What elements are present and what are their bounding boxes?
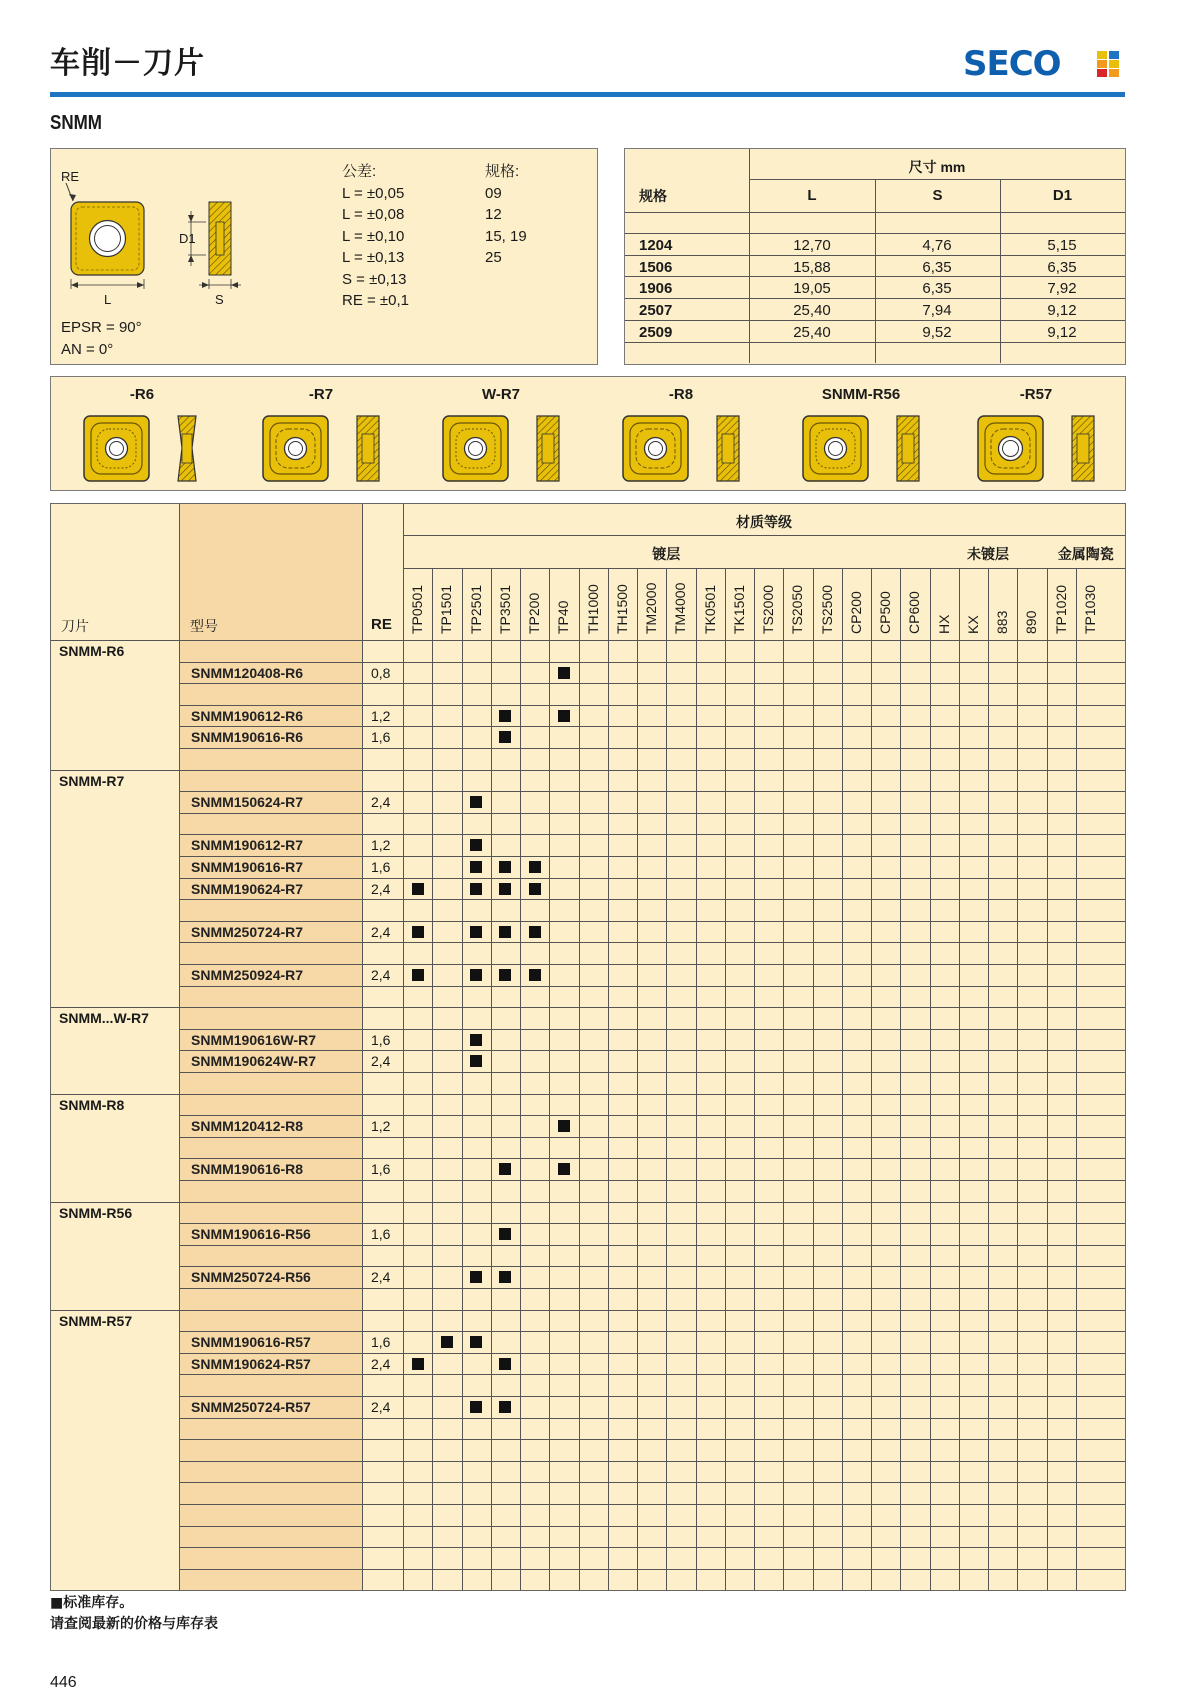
re-value: 1,2 — [371, 708, 391, 724]
re-value: 0,8 — [371, 665, 391, 681]
grade-column-header: TM2000 — [643, 582, 659, 634]
re-value: 2,4 — [371, 881, 391, 897]
row-divider — [179, 1482, 1125, 1483]
grade-divider — [520, 568, 521, 1590]
grade-divider — [432, 568, 433, 1590]
stock-mark — [412, 969, 424, 981]
row-divider — [179, 1050, 1125, 1051]
insert-code: SNMM190616-R6 — [191, 729, 304, 745]
dims-value-cell: 25,40 — [793, 302, 831, 319]
row-divider — [179, 1288, 1125, 1289]
grade-column-header: TK0501 — [701, 584, 718, 634]
chipbreaker-insert-icon — [801, 410, 951, 485]
stock-mark — [412, 1358, 424, 1370]
family-label: SNMM-R56 — [59, 1205, 133, 1221]
family-divider — [51, 1310, 179, 1311]
family-divider — [51, 1094, 179, 1095]
re-value: 2,4 — [371, 1053, 391, 1069]
stock-mark — [470, 796, 482, 808]
grade-column-header: TP3501 — [496, 584, 513, 634]
family-label: SNMM-R6 — [59, 643, 125, 659]
chipbreaker-insert-icon — [441, 410, 591, 485]
grade-divider — [871, 568, 872, 1590]
dims-col-d1: D1 — [1052, 187, 1073, 204]
insert-code: SNMM250924-R7 — [191, 967, 304, 983]
tolerance-header: 公差: — [342, 163, 377, 180]
insert-code: SNMM190612-R6 — [191, 708, 304, 724]
row-divider — [179, 1202, 1125, 1203]
row-divider — [179, 1439, 1125, 1440]
chipbreaker-insert-icon — [976, 410, 1126, 485]
row-divider — [179, 791, 1125, 792]
re-value: 1,6 — [371, 1032, 391, 1048]
l-label: L — [104, 292, 112, 307]
row-divider — [179, 1418, 1125, 1419]
size-item: 25 — [485, 249, 502, 266]
row-divider — [179, 1245, 1125, 1246]
stock-mark — [558, 1163, 570, 1175]
chipbreaker-insert-icon — [82, 410, 232, 485]
stock-mark — [499, 883, 511, 895]
row-divider — [179, 1266, 1125, 1267]
dims-value-cell: 6,35 — [1047, 259, 1077, 276]
chipbreaker-label: SNMM-R56 — [821, 386, 901, 403]
grade-divider — [549, 568, 550, 1590]
dims-value-cell: 25,40 — [793, 324, 831, 341]
tolerance-item: L = ±0,05 — [342, 184, 405, 202]
dims-value-cell: 19,05 — [793, 280, 831, 297]
grade-divider — [783, 568, 784, 1590]
family-divider — [51, 640, 179, 641]
column-divider — [179, 504, 180, 1590]
tolerance-item: S = ±0,13 — [342, 270, 407, 288]
chipbreaker-insert-icon — [261, 410, 411, 485]
insert-code: SNMM250724-R56 — [191, 1269, 311, 1285]
grade-column-header: 890 — [1023, 610, 1040, 634]
row-divider — [179, 1158, 1125, 1159]
stock-mark — [499, 710, 511, 722]
row-divider — [179, 1331, 1125, 1332]
grade-divider — [1047, 568, 1048, 1590]
row-divider — [179, 813, 1125, 814]
grade-divider — [959, 568, 960, 1590]
chipbreaker-label: -R6 — [129, 386, 155, 403]
stock-mark — [412, 926, 424, 938]
header-rule — [51, 640, 1125, 641]
insert-code: SNMM190624W-R7 — [191, 1053, 316, 1069]
grade-column-header: CP500 — [877, 591, 893, 634]
row-divider — [179, 1374, 1125, 1375]
grade-divider — [462, 568, 463, 1590]
stock-mark — [412, 883, 424, 895]
page-number: 446 — [50, 1674, 77, 1691]
footnote-price-list: 请查阅最新的价格与库存表 — [50, 1616, 218, 1632]
column-divider — [362, 504, 363, 1590]
seco-logo: SECO — [963, 44, 1061, 84]
family-divider — [51, 1202, 179, 1203]
stock-mark — [499, 969, 511, 981]
grade-column-header: TP2501 — [467, 584, 484, 634]
grade-divider — [637, 568, 638, 1590]
dims-value-cell: 7,92 — [1047, 280, 1077, 297]
re-label: RE — [61, 169, 80, 184]
grade-column-header: TS2050 — [789, 584, 806, 634]
row-divider — [179, 662, 1125, 663]
dims-value-cell: 12,70 — [793, 237, 831, 254]
grade-column-header: TP1501 — [438, 584, 455, 634]
stock-mark — [558, 1120, 570, 1132]
re-value: 1,6 — [371, 1161, 391, 1177]
header-rule — [50, 92, 1125, 97]
insert-code: SNMM190624-R57 — [191, 1356, 311, 1372]
row-divider — [179, 770, 1125, 771]
dims-size-cell: 1506 — [639, 259, 673, 276]
re-value: 2,4 — [371, 967, 391, 983]
dims-size-cell: 1906 — [639, 280, 673, 297]
row-divider — [179, 878, 1125, 879]
tolerance-item: L = ±0,08 — [342, 206, 405, 223]
s-label: S — [215, 292, 224, 307]
grade-divider — [491, 568, 492, 1590]
size-header: 规格: — [485, 163, 520, 180]
chipbreaker-label: -R7 — [308, 386, 334, 403]
row-divider — [179, 964, 1125, 965]
stock-mark — [499, 731, 511, 743]
size-item: 12 — [485, 206, 502, 223]
grade-divider — [754, 568, 755, 1590]
row-divider — [179, 1029, 1125, 1030]
grade-divider — [988, 568, 989, 1590]
insert-code: SNMM190616W-R7 — [191, 1032, 316, 1048]
grade-column-header: 883 — [994, 610, 1010, 634]
row-divider — [179, 1353, 1125, 1354]
row-divider — [179, 683, 1125, 684]
re-value: 2,4 — [371, 1269, 391, 1285]
row-divider — [179, 1504, 1125, 1505]
dims-value-cell: 6,35 — [922, 259, 952, 276]
an-text: AN = 0° — [61, 341, 114, 358]
family-divider — [51, 770, 179, 771]
grade-column-header: HX — [935, 614, 952, 634]
stock-mark — [499, 861, 511, 873]
insert-code: SNMM120412-R8 — [191, 1118, 304, 1134]
row-divider — [179, 921, 1125, 922]
chipbreaker-label: W-R7 — [481, 386, 521, 403]
dims-value-cell: 15,88 — [793, 259, 831, 276]
grade-column-header: TK1501 — [730, 584, 747, 634]
tolerance-panel — [50, 148, 598, 365]
insert-code: SNMM190616-R7 — [191, 859, 304, 875]
dims-col-l: L — [807, 187, 817, 204]
grade-column-header: TP40 — [555, 600, 572, 634]
insert-code: SNMM250724-R57 — [191, 1399, 311, 1415]
grade-divider — [1017, 568, 1018, 1590]
group-cermet: 金属陶瓷 — [1057, 546, 1114, 562]
chipbreaker-label: -R57 — [1019, 386, 1053, 403]
size-item: 09 — [485, 184, 502, 202]
grade-divider — [900, 568, 901, 1590]
row-divider — [179, 1072, 1125, 1073]
dims-col-size: 规格 — [639, 188, 667, 204]
dimensions-table — [624, 148, 1126, 365]
stock-mark — [499, 1228, 511, 1240]
grade-divider — [725, 568, 726, 1590]
dims-value-cell: 9,12 — [1047, 324, 1077, 341]
row-divider — [179, 1396, 1125, 1397]
family-label: SNMM-R7 — [59, 773, 125, 789]
stock-mark — [529, 861, 541, 873]
row-divider — [179, 1461, 1125, 1462]
grade-divider — [666, 568, 667, 1590]
size-list — [485, 161, 527, 269]
logo-squares-icon — [1097, 51, 1119, 77]
epsr-text: EPSR = 90° — [61, 319, 142, 336]
chipbreaker-strip — [50, 376, 1126, 491]
col-model-header: 型号 — [190, 618, 218, 634]
re-value: 2,4 — [371, 1399, 391, 1415]
stock-mark — [499, 926, 511, 938]
dims-size-cell: 2509 — [639, 324, 673, 341]
grade-divider — [930, 568, 931, 1590]
stock-mark — [470, 926, 482, 938]
dims-group-header: 尺寸 mm — [908, 159, 966, 175]
stock-mark — [529, 926, 541, 938]
re-value: 1,2 — [371, 1118, 391, 1134]
re-value: 1,6 — [371, 859, 391, 875]
grade-column-header: TM4000 — [672, 582, 689, 634]
header-rule — [403, 568, 1125, 569]
row-divider — [179, 1547, 1125, 1548]
stock-mark — [470, 1034, 482, 1046]
tolerance-list — [342, 161, 409, 312]
insert-code: SNMM120408-R6 — [191, 665, 304, 681]
grade-column-header: TS2500 — [818, 584, 835, 634]
row-divider — [179, 1526, 1125, 1527]
family-label: SNMM-R8 — [59, 1097, 125, 1113]
grade-divider — [842, 568, 843, 1590]
stock-mark — [529, 969, 541, 981]
grade-column-header: TP1020 — [1052, 584, 1069, 634]
insert-code: SNMM190616-R8 — [191, 1161, 304, 1177]
row-divider — [179, 1007, 1125, 1008]
insert-code: SNMM190616-R57 — [191, 1334, 311, 1350]
dims-size-cell: 1204 — [639, 237, 673, 254]
dims-value-cell: 5,15 — [1047, 237, 1077, 254]
row-divider — [179, 705, 1125, 706]
grade-divider — [1076, 568, 1077, 1590]
re-value: 1,6 — [371, 1334, 391, 1350]
tolerance-item: RE = ±0,1 — [342, 292, 410, 309]
grade-column-header: TP200 — [526, 592, 542, 634]
d1-label: D1 — [179, 231, 196, 246]
insert-code: SNMM190612-R7 — [191, 837, 304, 853]
stock-mark — [558, 667, 570, 679]
dims-size-cell: 2507 — [639, 302, 673, 319]
stock-mark — [499, 1401, 511, 1413]
dims-value-cell: 7,94 — [922, 302, 952, 319]
insert-code: SNMM190616-R56 — [191, 1226, 311, 1242]
re-value: 1,6 — [371, 1226, 391, 1242]
grade-column-header: TP1030 — [1081, 584, 1098, 634]
stock-mark — [470, 1401, 482, 1413]
row-divider — [179, 1115, 1125, 1116]
grade-top-header: 材质等级 — [736, 514, 792, 530]
stock-mark — [499, 1271, 511, 1283]
re-value: 1,6 — [371, 729, 391, 745]
row-divider — [179, 1137, 1125, 1138]
family-label: SNMM...W-R7 — [59, 1010, 149, 1026]
row-divider — [179, 834, 1125, 835]
stock-mark — [470, 861, 482, 873]
row-divider — [179, 1223, 1125, 1224]
column-divider — [403, 504, 404, 1590]
model-heading: SNMM — [50, 112, 102, 134]
grade-divider — [696, 568, 697, 1590]
tolerance-item: L = ±0,10 — [342, 227, 405, 245]
grade-column-header: TP0501 — [409, 584, 425, 634]
dims-value-cell: 9,52 — [922, 324, 952, 341]
stock-mark — [470, 839, 482, 851]
row-divider — [179, 986, 1125, 987]
grade-divider — [579, 568, 580, 1590]
row-divider — [179, 726, 1125, 727]
re-value: 2,4 — [371, 794, 391, 810]
insert-code: SNMM190624-R7 — [191, 881, 304, 897]
group-coated: 镀层 — [652, 546, 681, 562]
dims-value-cell: 9,12 — [1047, 302, 1077, 319]
col-insert-header: 刀片 — [61, 618, 89, 634]
dims-col-s: S — [932, 187, 943, 204]
group-uncoated: 未镀层 — [967, 546, 1009, 562]
grade-table — [50, 503, 1126, 1591]
stock-mark — [470, 969, 482, 981]
size-item: 15, 19 — [485, 227, 527, 245]
row-divider — [179, 942, 1125, 943]
row-divider — [179, 1180, 1125, 1181]
dims-value-cell: 6,35 — [922, 280, 952, 297]
stock-mark — [470, 1055, 482, 1067]
grade-divider — [813, 568, 814, 1590]
stock-mark — [470, 1271, 482, 1283]
grade-divider — [608, 568, 609, 1590]
page-title: 车削－刀片 — [50, 46, 205, 81]
header-rule — [403, 535, 1125, 536]
grade-column-header: KX — [964, 615, 981, 634]
row-divider — [179, 1094, 1125, 1095]
row-divider — [179, 856, 1125, 857]
stock-mark — [529, 883, 541, 895]
tolerance-item: L = ±0,13 — [342, 249, 405, 266]
chipbreaker-insert-icon — [621, 410, 771, 485]
grade-column-header: CP200 — [847, 591, 864, 634]
dims-value-cell: 4,76 — [922, 237, 952, 254]
family-label: SNMM-R57 — [59, 1313, 133, 1329]
stock-mark — [441, 1336, 453, 1348]
stock-mark — [558, 710, 570, 722]
grade-column-header: TS2000 — [760, 584, 776, 634]
stock-mark — [499, 1358, 511, 1370]
re-value: 2,4 — [371, 924, 391, 940]
row-divider — [179, 748, 1125, 749]
grade-column-header: TH1500 — [613, 584, 630, 634]
row-divider — [179, 1310, 1125, 1311]
row-divider — [179, 899, 1125, 900]
chipbreaker-label: -R8 — [668, 386, 694, 403]
col-re-header: RE — [371, 616, 392, 633]
grade-column-header: TH1000 — [584, 584, 601, 634]
insert-code: SNMM150624-R7 — [191, 794, 304, 810]
insert-code: SNMM250724-R7 — [191, 924, 304, 940]
row-divider — [179, 1569, 1125, 1570]
stock-mark — [470, 883, 482, 895]
re-value: 2,4 — [371, 1356, 391, 1372]
re-value: 1,2 — [371, 837, 391, 853]
grade-column-header: CP600 — [906, 591, 923, 634]
footnote-standard-stock: ■标准库存。 — [50, 1595, 134, 1611]
stock-mark — [499, 1163, 511, 1175]
stock-mark — [470, 1336, 482, 1348]
family-divider — [51, 1007, 179, 1008]
